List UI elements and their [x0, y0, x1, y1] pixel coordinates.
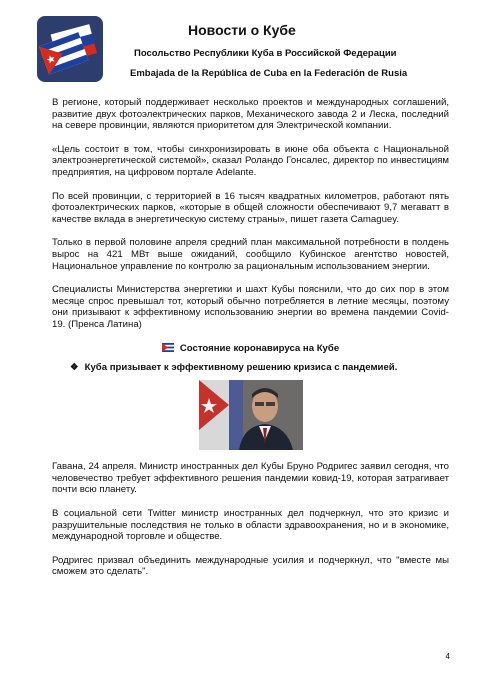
article-paragraph: Только в первой половине апреля средний план максимальной потребности в полдень вырос на 421 МВт выше ожиданий, сообщило Кубинское агентство новостей, Национальное управление по контролю за рациональным использованием энергии. — [52, 237, 449, 272]
cuba-flag-icon — [162, 343, 174, 352]
news-paragraph: Родригес призвал объединить международные усилия и подчеркнул, что "вместе мы сможем это сделать". — [52, 554, 449, 578]
article-paragraph: «Цель состоит в том, чтобы синхронизировать в июне оба объекта с Национальной электроэнергетической системой», сказал Роландо Гонсалес, директор по инвестициям предприятия, на цифровом портале Adelante. — [52, 143, 449, 178]
news-paragraph: В социальной сети Twitter министр иностранных дел подчеркнул, что это кризис и разрушительные последствия не только в области здравоохранения, но и в экономике, международной торговле и обществе. — [52, 508, 449, 543]
cuba-russia-flags-logo — [35, 14, 105, 84]
page-title: Новости о Кубе — [188, 22, 296, 38]
embassy-name-spanish: Embajada de la República de Cuba en la Federación de Rusia — [130, 68, 408, 79]
subheading-text: Куба призывает к эффективному решению кризиса с пандемией. — [84, 362, 398, 374]
article-paragraph: В регионе, который поддерживает несколько проектов и международных соглашений, развитие двух фотоэлектрических парков, Механического завода 2 и Леска, последний на севере провинции, являются приоритетом для Электрической компании. — [52, 97, 449, 132]
diamond-bullet-icon: ❖ — [70, 362, 79, 374]
page-number: 4 — [445, 652, 450, 661]
embassy-name-russian: Посольство Республики Куба в Российской Федерации — [134, 48, 397, 59]
section-heading — [52, 343, 449, 355]
news-paragraph: Гавана, 24 апреля. Министр иностранных дел Кубы Бруно Родригес заявил сегодня, что человечество требует эффективного решения пандемии ковид-19, которая затрагивает почти всю планету. — [52, 461, 449, 496]
minister-photo — [199, 380, 303, 450]
section-title: Состояние коронавируса на Кубе — [179, 342, 340, 354]
document-body — [52, 97, 449, 590]
subheading — [70, 362, 449, 374]
photo-container — [52, 380, 449, 454]
article-paragraph: По всей провинции, с территорией в 16 тысяч квадратных километров, работают пять фотоэлектрических парков, «которые в общей сложности обеспечивают 9,7 мегаватт в качестве вклада в энергетическую систему страны», пишет газета Camaguey. — [52, 190, 449, 225]
article-paragraph: Специалисты Министерства энергетики и шахт Кубы пояснили, что до сих пор в этом месяце спрос превышал тот, который обычно потребляется в летние месяцы, поэтому они призывают к эффективному использованию энергии во времена пандемии Covid-19. (Пренса Латина) — [52, 284, 449, 330]
